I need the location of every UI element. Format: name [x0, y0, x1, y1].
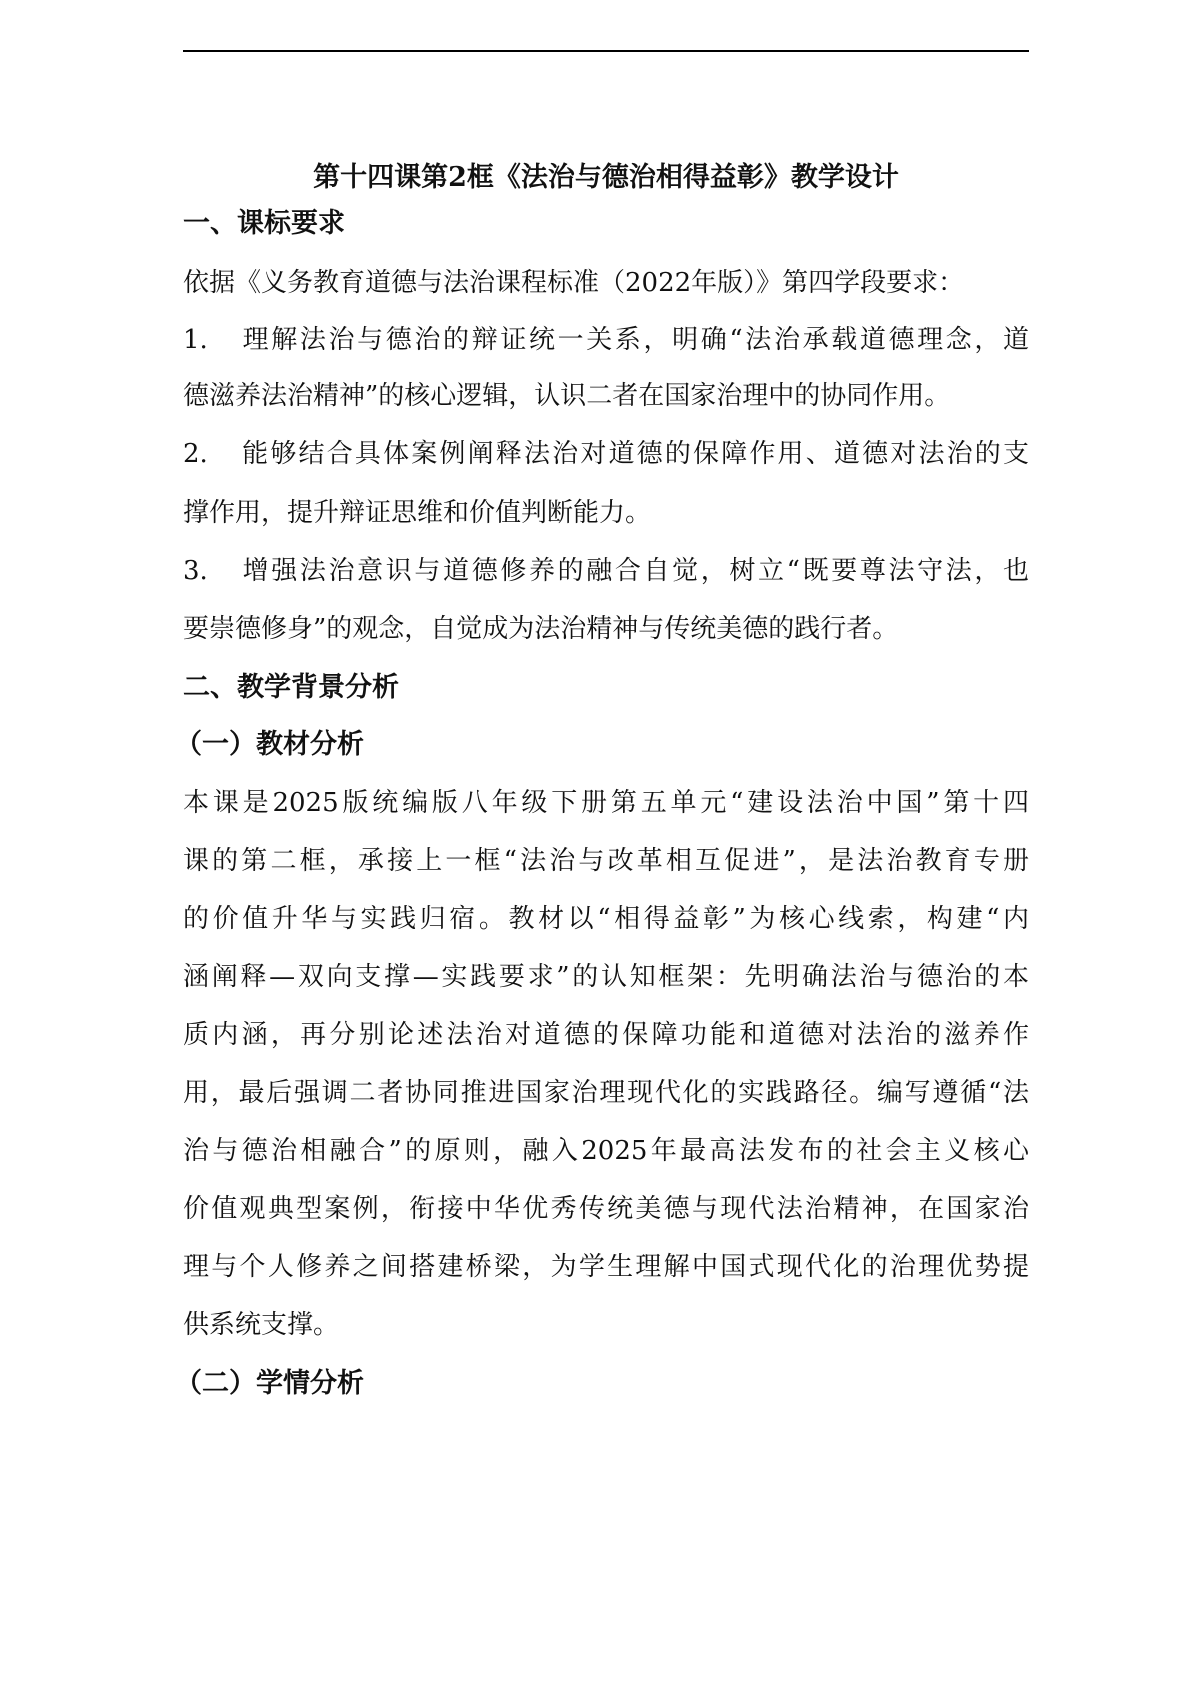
list-item-text: 理解法治与德治的辩证统一关系，明确“法治承载道德理念，道 [240, 325, 1029, 355]
section1-intro: 依据《义务教育道德与法治课程标准（2022年版）》第四学段要求： [183, 268, 965, 298]
document-title: 第十四课第2框《法治与德治相得益彰》教学设计 [313, 162, 899, 193]
subsection1-heading: （一）教材分析 [175, 729, 364, 760]
list-item-number: 3. [183, 556, 208, 586]
paragraph-line: 价值观典型案例，衔接中华优秀传统美德与现代法治精神，在国家治 [183, 1194, 1029, 1224]
list-item-1-line-2: 德滋养法治精神”的核心逻辑，认识二者在国家治理中的协同作用。 [183, 381, 951, 411]
list-item-number: 1. [183, 325, 208, 355]
list-item-3-line-1 [183, 551, 1029, 591]
header-rule [183, 50, 1029, 52]
paragraph-line: 用，最后强调二者协同推进国家治理现代化的实践路径。编写遵循“法 [183, 1078, 1029, 1108]
paragraph-line: 的价值升华与实践归宿。教材以“相得益彰”为核心线索，构建“内 [183, 904, 1029, 934]
section2-heading: 二、教学背景分析 [183, 672, 399, 703]
paragraph-line: 课的第二框，承接上一框“法治与改革相互促进”，是法治教育专册 [183, 846, 1029, 876]
paragraph-line: 供系统支撑。 [183, 1310, 340, 1340]
paragraph-line: 涵阐释—双向支撑—实践要求”的认知框架：先明确法治与德治的本 [183, 962, 1029, 992]
list-item-number: 2. [183, 439, 208, 469]
paragraph-line: 治与德治相融合”的原则，融入2025年最高法发布的社会主义核心 [183, 1136, 1029, 1166]
paragraph-line: 本课是2025版统编版八年级下册第五单元“建设法治中国”第十四 [183, 788, 1029, 818]
list-item-2-line-2: 撑作用，提升辩证思维和价值判断能力。 [183, 498, 652, 528]
subsection2-heading: （二）学情分析 [175, 1368, 364, 1399]
list-item-3-line-2: 要崇德修身”的观念，自觉成为法治精神与传统美德的践行者。 [183, 614, 899, 644]
paragraph-line: 理与个人修养之间搭建桥梁，为学生理解中国式现代化的治理优势提 [183, 1252, 1029, 1282]
paragraph-line: 质内涵，再分别论述法治对道德的保障功能和道德对法治的滋养作 [183, 1020, 1029, 1050]
list-item-2-line-1 [183, 434, 1029, 474]
list-item-1-line-1 [183, 320, 1029, 360]
section1-heading: 一、课标要求 [183, 208, 345, 239]
list-item-text: 能够结合具体案例阐释法治对道德的保障作用、道德对法治的支 [240, 439, 1029, 469]
list-item-text: 增强法治意识与道德修养的融合自觉，树立“既要尊法守法，也 [240, 556, 1029, 586]
